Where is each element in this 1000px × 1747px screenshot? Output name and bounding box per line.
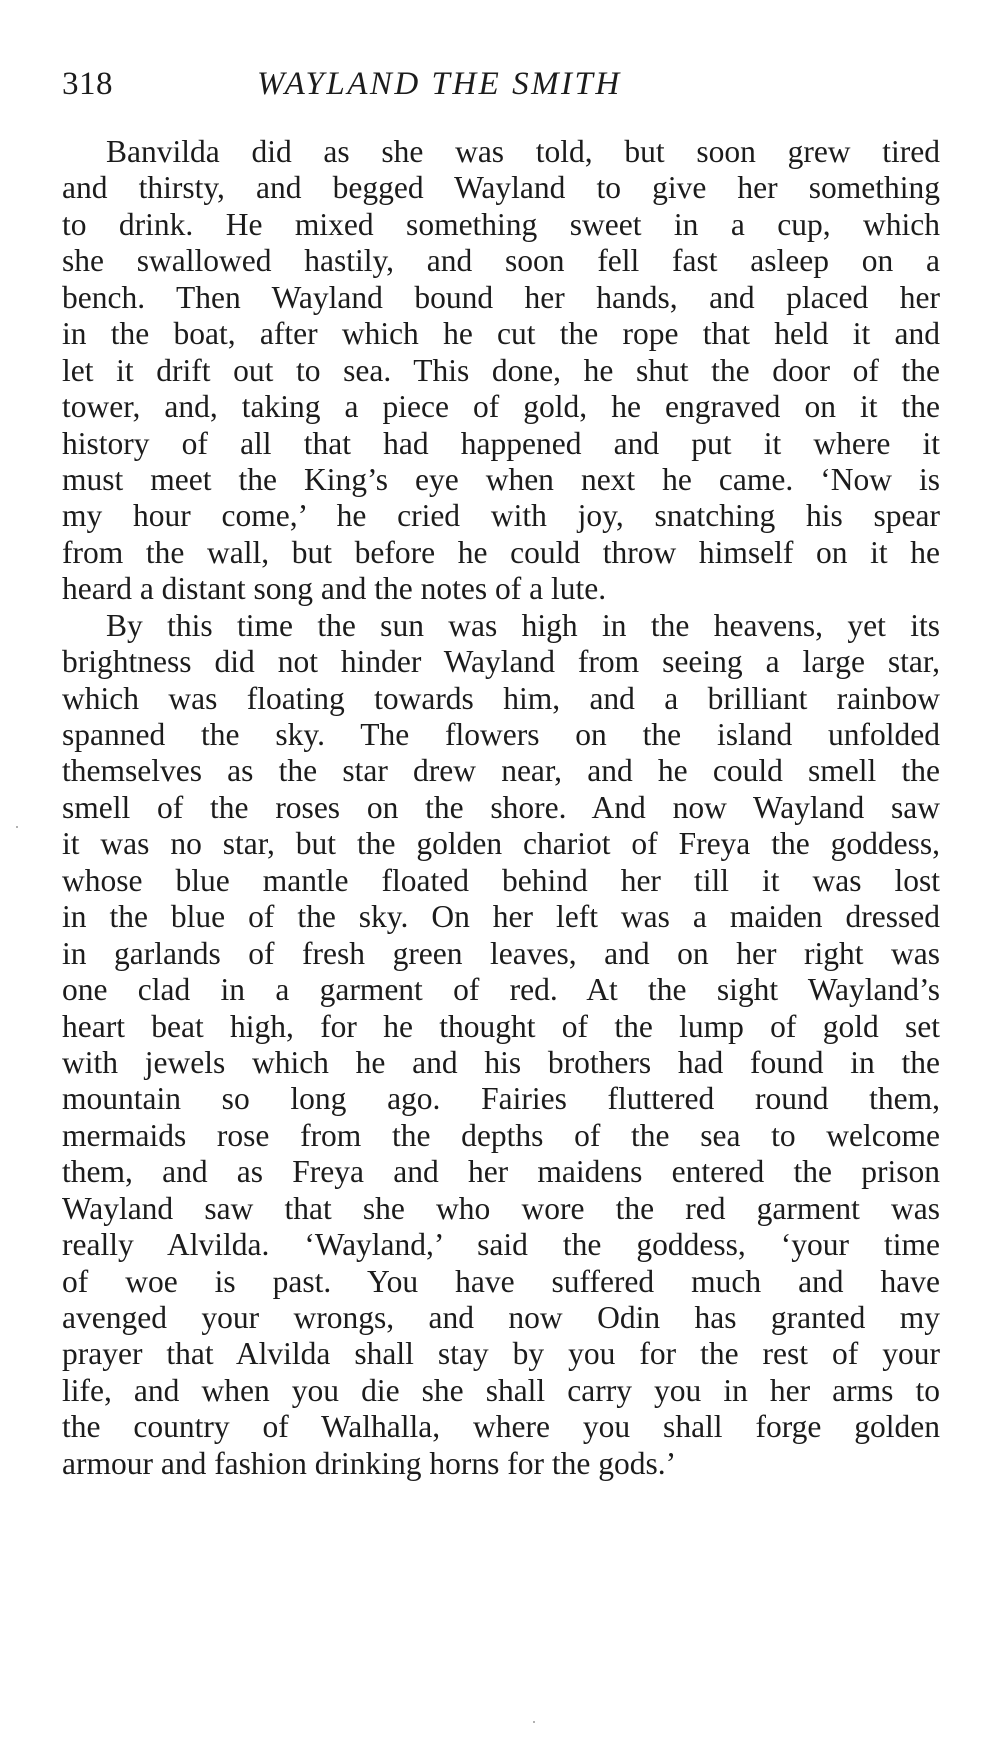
paragraph (62, 134, 940, 608)
text-line: she swallowed hastily, and soon fell fast asleep on a (62, 243, 940, 279)
text-line: brightness did not hinder Wayland from seeing a large star, (62, 644, 940, 680)
text-line: life, and when you die she shall carry you in her arms to (62, 1372, 940, 1408)
text-line: heart beat high, for he thought of the lump of gold set (62, 1008, 940, 1044)
text-line: armour and fashion drinking horns for the gods.’ (62, 1445, 677, 1481)
text-line: and thirsty, and begged Wayland to give her something (62, 170, 940, 206)
text-line: one clad in a garment of red. At the sight Wayland’s (62, 972, 940, 1008)
text-line: in garlands of fresh green leaves, and on her right was (62, 935, 940, 971)
body-text (62, 134, 940, 1482)
page-header (62, 66, 942, 116)
text-line: in the boat, after which he cut the rope that held it and (62, 316, 940, 352)
text-line: heard a distant song and the notes of a lute. (62, 571, 607, 607)
text-line: Wayland saw that she who wore the red garment was (62, 1190, 940, 1226)
text-line: mountain so long ago. Fairies fluttered round them, (62, 1081, 940, 1117)
text-line: mermaids rose from the depths of the sea to welcome (62, 1117, 940, 1153)
text-line: history of all that had happened and put it where it (62, 425, 940, 461)
scan-speck (533, 1721, 535, 1723)
text-line: bench. Then Wayland bound her hands, and placed her (62, 279, 940, 315)
text-line: prayer that Alvilda shall stay by you for the rest of your (62, 1336, 940, 1372)
running-title: WAYLAND THE SMITH (257, 66, 622, 102)
text-line: Banvilda did as she was told, but soon grew tired (106, 134, 940, 169)
text-line: By this time the sun was high in the heavens, yet its (106, 607, 940, 643)
text-line: from the wall, but before he could throw himself on it he (62, 534, 940, 570)
page-number: 318 (62, 66, 113, 102)
text-line: themselves as the star drew near, and he could smell the (62, 753, 940, 789)
text-line: it was no star, but the golden chariot of Freya the goddess, (62, 826, 940, 862)
paragraph (62, 608, 940, 1483)
text-line: them, and as Freya and her maidens entered the prison (62, 1154, 940, 1190)
text-line: which was floating towards him, and a brilliant rainbow (62, 680, 940, 716)
text-line: to drink. He mixed something sweet in a cup, which (62, 206, 940, 242)
text-line: really Alvilda. ‘Wayland,’ said the goddess, ‘your time (62, 1227, 940, 1263)
text-line: must meet the King’s eye when next he came. ‘Now is (62, 461, 940, 497)
text-line: smell of the roses on the shore. And now Wayland saw (62, 789, 940, 825)
text-line: in the blue of the sky. On her left was a maiden dressed (62, 899, 940, 935)
text-line: of woe is past. You have suffered much and have (62, 1263, 940, 1299)
text-line: spanned the sky. The flowers on the island unfolded (62, 717, 940, 752)
text-line: the country of Walhalla, where you shall forge golden (62, 1409, 940, 1445)
text-line: tower, and, taking a piece of gold, he engraved on it the (62, 389, 940, 425)
text-line: avenged your wrongs, and now Odin has granted my (62, 1300, 940, 1335)
scan-speck (16, 826, 18, 828)
text-line: my hour come,’ he cried with joy, snatching his spear (62, 498, 940, 534)
text-line: with jewels which he and his brothers had found in the (62, 1044, 940, 1080)
text-line: whose blue mantle floated behind her till it was lost (62, 862, 940, 898)
text-line: let it drift out to sea. This done, he shut the door of the (62, 352, 940, 388)
